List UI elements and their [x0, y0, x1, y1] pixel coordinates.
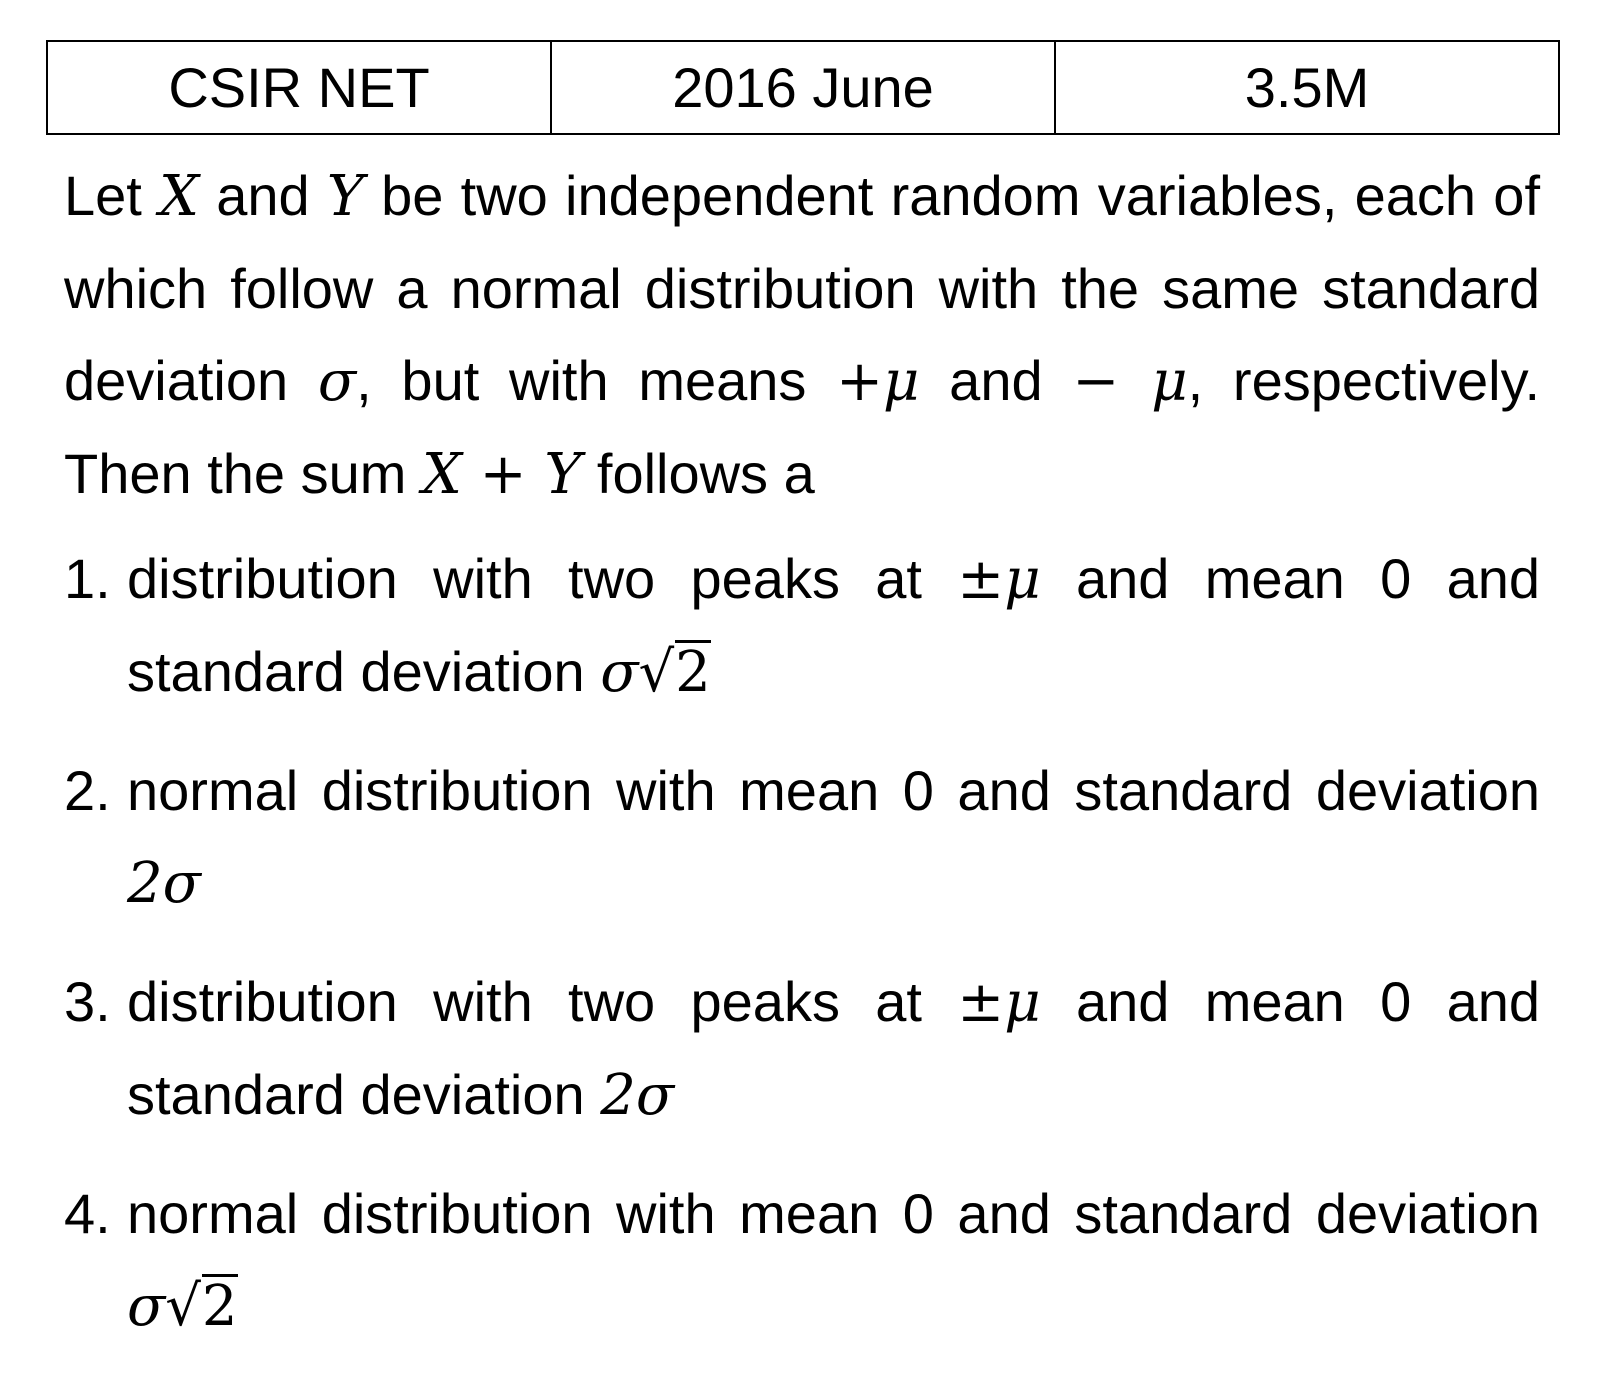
math-y: Y — [326, 164, 364, 229]
option-2 — [64, 745, 1540, 930]
option-text — [127, 1168, 1540, 1353]
marks-cell: 3.5M — [1055, 41, 1559, 134]
option-text-part: and mean 0 and standard deviation — [127, 547, 1541, 703]
question-text-part: and — [198, 164, 327, 227]
option-number: 4. — [64, 1182, 111, 1245]
question-text-part: , but with means — [356, 349, 837, 412]
option-text — [127, 533, 1540, 719]
option-number: 2. — [64, 759, 111, 822]
exam-name-cell: CSIR NET — [47, 41, 551, 134]
math-two-sigma: 2σ — [600, 1063, 675, 1128]
header-row — [47, 41, 1559, 134]
math-minus-mu: − μ — [1072, 349, 1188, 414]
math-sigma: σ — [600, 640, 639, 705]
option-3 — [64, 956, 1540, 1142]
math-plus-minus-mu: ±μ — [957, 547, 1041, 612]
math-x: X — [159, 164, 199, 229]
sqrt-argument: 2 — [201, 1274, 238, 1339]
math-sigma: σ — [127, 1274, 166, 1339]
sqrt-argument: 2 — [675, 640, 711, 705]
question-block — [64, 150, 1540, 1379]
option-text-part: and mean 0 and standard deviation — [127, 970, 1541, 1126]
options-list — [64, 533, 1540, 1353]
option-text — [127, 745, 1540, 930]
question-text-part: and — [919, 349, 1073, 412]
question-text-part: be two independent random variables, each of which follow a normal distribution with the same standard deviation — [64, 164, 1541, 412]
option-4 — [64, 1168, 1540, 1353]
sqrt-symbol: √ — [165, 1274, 201, 1339]
header-table — [46, 40, 1560, 135]
option-text-part: normal distribution with mean 0 and standard deviation — [127, 759, 1540, 822]
question-text — [64, 150, 1540, 521]
question-text-part: follows a — [581, 442, 815, 505]
exam-session-cell: 2016 June — [551, 41, 1055, 134]
math-two-sigma: 2σ — [127, 851, 201, 916]
math-sigma: σ — [317, 349, 357, 414]
option-text-part: normal distribution with mean 0 and standard deviation — [127, 1182, 1540, 1245]
option-text-part: distribution with two peaks at — [127, 970, 958, 1033]
question-text-part: Let — [64, 164, 160, 227]
math-plus-mu: +μ — [836, 349, 920, 414]
option-number: 1. — [64, 547, 111, 610]
option-1 — [64, 533, 1540, 719]
option-text — [127, 956, 1540, 1142]
option-number: 3. — [64, 970, 111, 1033]
question-text-part: , respectively. Then the sum — [64, 349, 1540, 505]
math-plus-minus-mu: ±μ — [957, 970, 1041, 1035]
math-sum: X + Y — [421, 442, 582, 507]
sqrt-symbol: √ — [638, 640, 675, 705]
option-text-part: distribution with two peaks at — [127, 547, 958, 610]
